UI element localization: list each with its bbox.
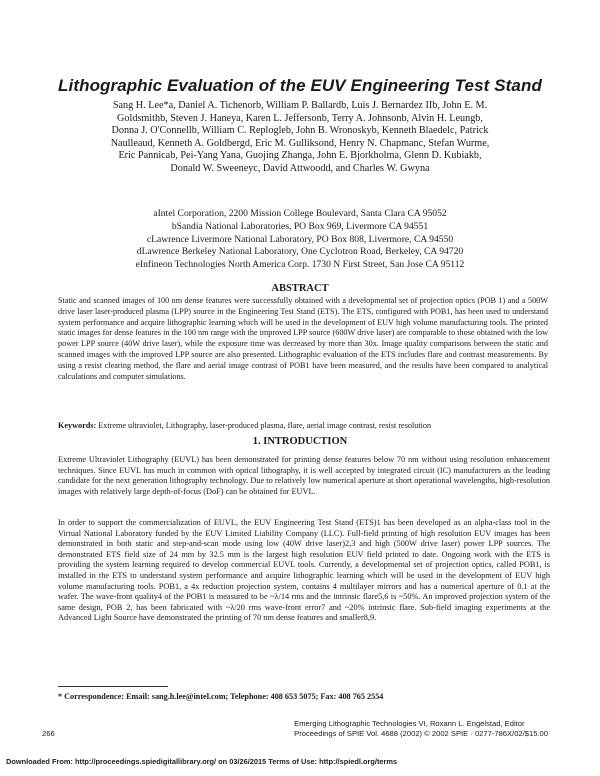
paper-title: Lithographic Evaluation of the EUV Engineering Test Stand bbox=[58, 76, 542, 95]
affiliation-d: dLawrence Berkeley National Laboratory, One Cyclotron Road, Berkeley, CA 94720 bbox=[136, 246, 464, 258]
affiliation-c: cLawrence Livermore National Laboratory, PO Box 808, Livermore, CA 94550 bbox=[146, 233, 454, 245]
abstract-text: Static and scanned images of 100 nm dense features were successfully obtained with a developmental set of projection optics (POB 1) and a 500W drive laser laser-produced plasma (LPP) source in the Engineering Test Stand (ETS). The ETS, configured with POB1, has been used to understand system performance and acquire lithographic learning which will be used in the development of EUV high volume manufacturing tools. The printed static images for dense features in the 100 nm range with the improved LPP source (600W drive laser) are comparable to those obtained with the low power LPP source (40W drive laser), while the exposure time was decreased by more than 30x. Image quality comparisons between the static and scanned images with the improved LPP source are also presented. Lithographic evaluation of the ETS includes flare and contrast measurements. By using a resist clearing method, the flare and aerial image contrast of POB1 have been measured, and the results have been compared to analytical calculations and computer simulations. bbox=[58, 296, 548, 381]
intro-paragraph-1: Extreme Ultraviolet Lithography (EUVL) has been demonstrated for printing dense features below 70 nm without using resolution enhancement techniques. Since EUVL has much in common with optical lithography, it is well accepted by integrated circuit (IC) manufacturers as the leading candidate for the next generation lithography technology. Due to relatively low numerical aperture at short operational wavelengths, high-resolution images with relatively large depth-of-focus (DoF) can be obtained for EUVL. bbox=[58, 455, 550, 496]
affiliation-e: eInfineon Technologies North America Corp. 1730 N First Street, San Jose CA 95112 bbox=[135, 259, 465, 271]
affiliation-b: bSandia National Laboratories, PO Box 969, Livermore CA 94551 bbox=[171, 220, 429, 232]
keywords-line bbox=[58, 421, 548, 432]
download-notice: Downloaded From: http://proceedings.spiedigitallibrary.org/ on 03/26/2015 Terms of Use: http://spiedl.org/terms bbox=[6, 757, 398, 766]
abstract-heading: ABSTRACT bbox=[271, 283, 329, 294]
author-list: Sang H. Lee*a, Daniel A. Tichenorb, William P. Ballardb, Luis J. Bernardez IIb, John E. M. Goldsmithb, Steven J. Haneya, Karen L. Jeffersonb, Terry A. Johnsonb, Alvin H. Leungb, Donna J. O'Connellb, William C. Replogleb, John B. Wronoskyb, Kenneth Blaedelc, Patrick Naulleaud, Kenneth A. Goldbergd, Eric M. Gulliksond, Henry N. Chapmanc, Stefan Wurme, Eric Pannicab, Pei-Yang Yana, Guojing Zhanga, John E. Bjorkholma, Glenn D. Kubiakb, Donald W. Sweeneyc, David Attwoodd, and Charles W. Gwyna bbox=[110, 100, 490, 174]
affiliation-a: aIntel Corporation, 2200 Mission College Boulevard, Santa Clara CA 95052 bbox=[153, 208, 447, 219]
keywords-text: Extreme ultraviolet, Lithography, laser-produced plasma, flare, aerial image contrast, resist resolution bbox=[98, 421, 432, 430]
intro-paragraph-2: In order to support the commercialization of EUVL, the EUV Engineering Test Stand (ETS)1 has been developed as an alpha-class tool in the Virtual National Laboratory funded by the EUV Limited Liability Company (LLC). Full-field printing of high resolution EUV images has been demonstrated in both static and step-and-scan mode using low (40W drive laser)2,3 and high (500W drive laser) power LPP sources. The demonstrated ETS field size of 24 mm by 32.5 mm is the largest high resolution EUV field printed to date. Ongoing work with the ETS is providing the system learning required to develop commercial EUVL tools. Currently, a developmental set of projection optics, called POB1, is installed in the ETS to understand system performance and acquire lithographic learning which will be used in the development of EUV high volume manufacturing tools. POB1, a 4x reduction projection system, contains 4 multilayer mirrors and has a numerical aperture of 0.1 at the wafer. The wave-front quality4 of the POB1 is measured to be ~λ/14 rms and the intrinsic flare5,6 is ~50%. An improved projection system of the same design, POB 2, has been fabricated with ~λ/20 rms wave-front error7 and ~20% intrinsic flare. Sub-field imaging experiments at the Advanced Light Source have demonstrated the printing of 70 nm dense features and smaller8,9. bbox=[58, 518, 550, 623]
venue-info bbox=[294, 719, 548, 739]
footnote-rule bbox=[58, 686, 168, 687]
page-number: 266 bbox=[42, 729, 55, 738]
venue-line-1: Emerging Lithographic Technologies VI, Roxann L. Engelstad, Editor bbox=[294, 719, 525, 728]
keywords-label: Keywords: bbox=[58, 421, 97, 430]
intro-heading: 1. INTRODUCTION bbox=[252, 436, 348, 447]
affiliation-list bbox=[110, 208, 490, 272]
venue-line-2: Proceedings of SPIE Vol. 4688 (2002) © 2002 SPIE · 0277-786X/02/$15.00 bbox=[294, 729, 548, 738]
correspondence-footnote: * Correspondence: Email: sang.h.lee@intel.com; Telephone: 408 653 5075; Fax: 408 765 2554 bbox=[58, 692, 384, 701]
